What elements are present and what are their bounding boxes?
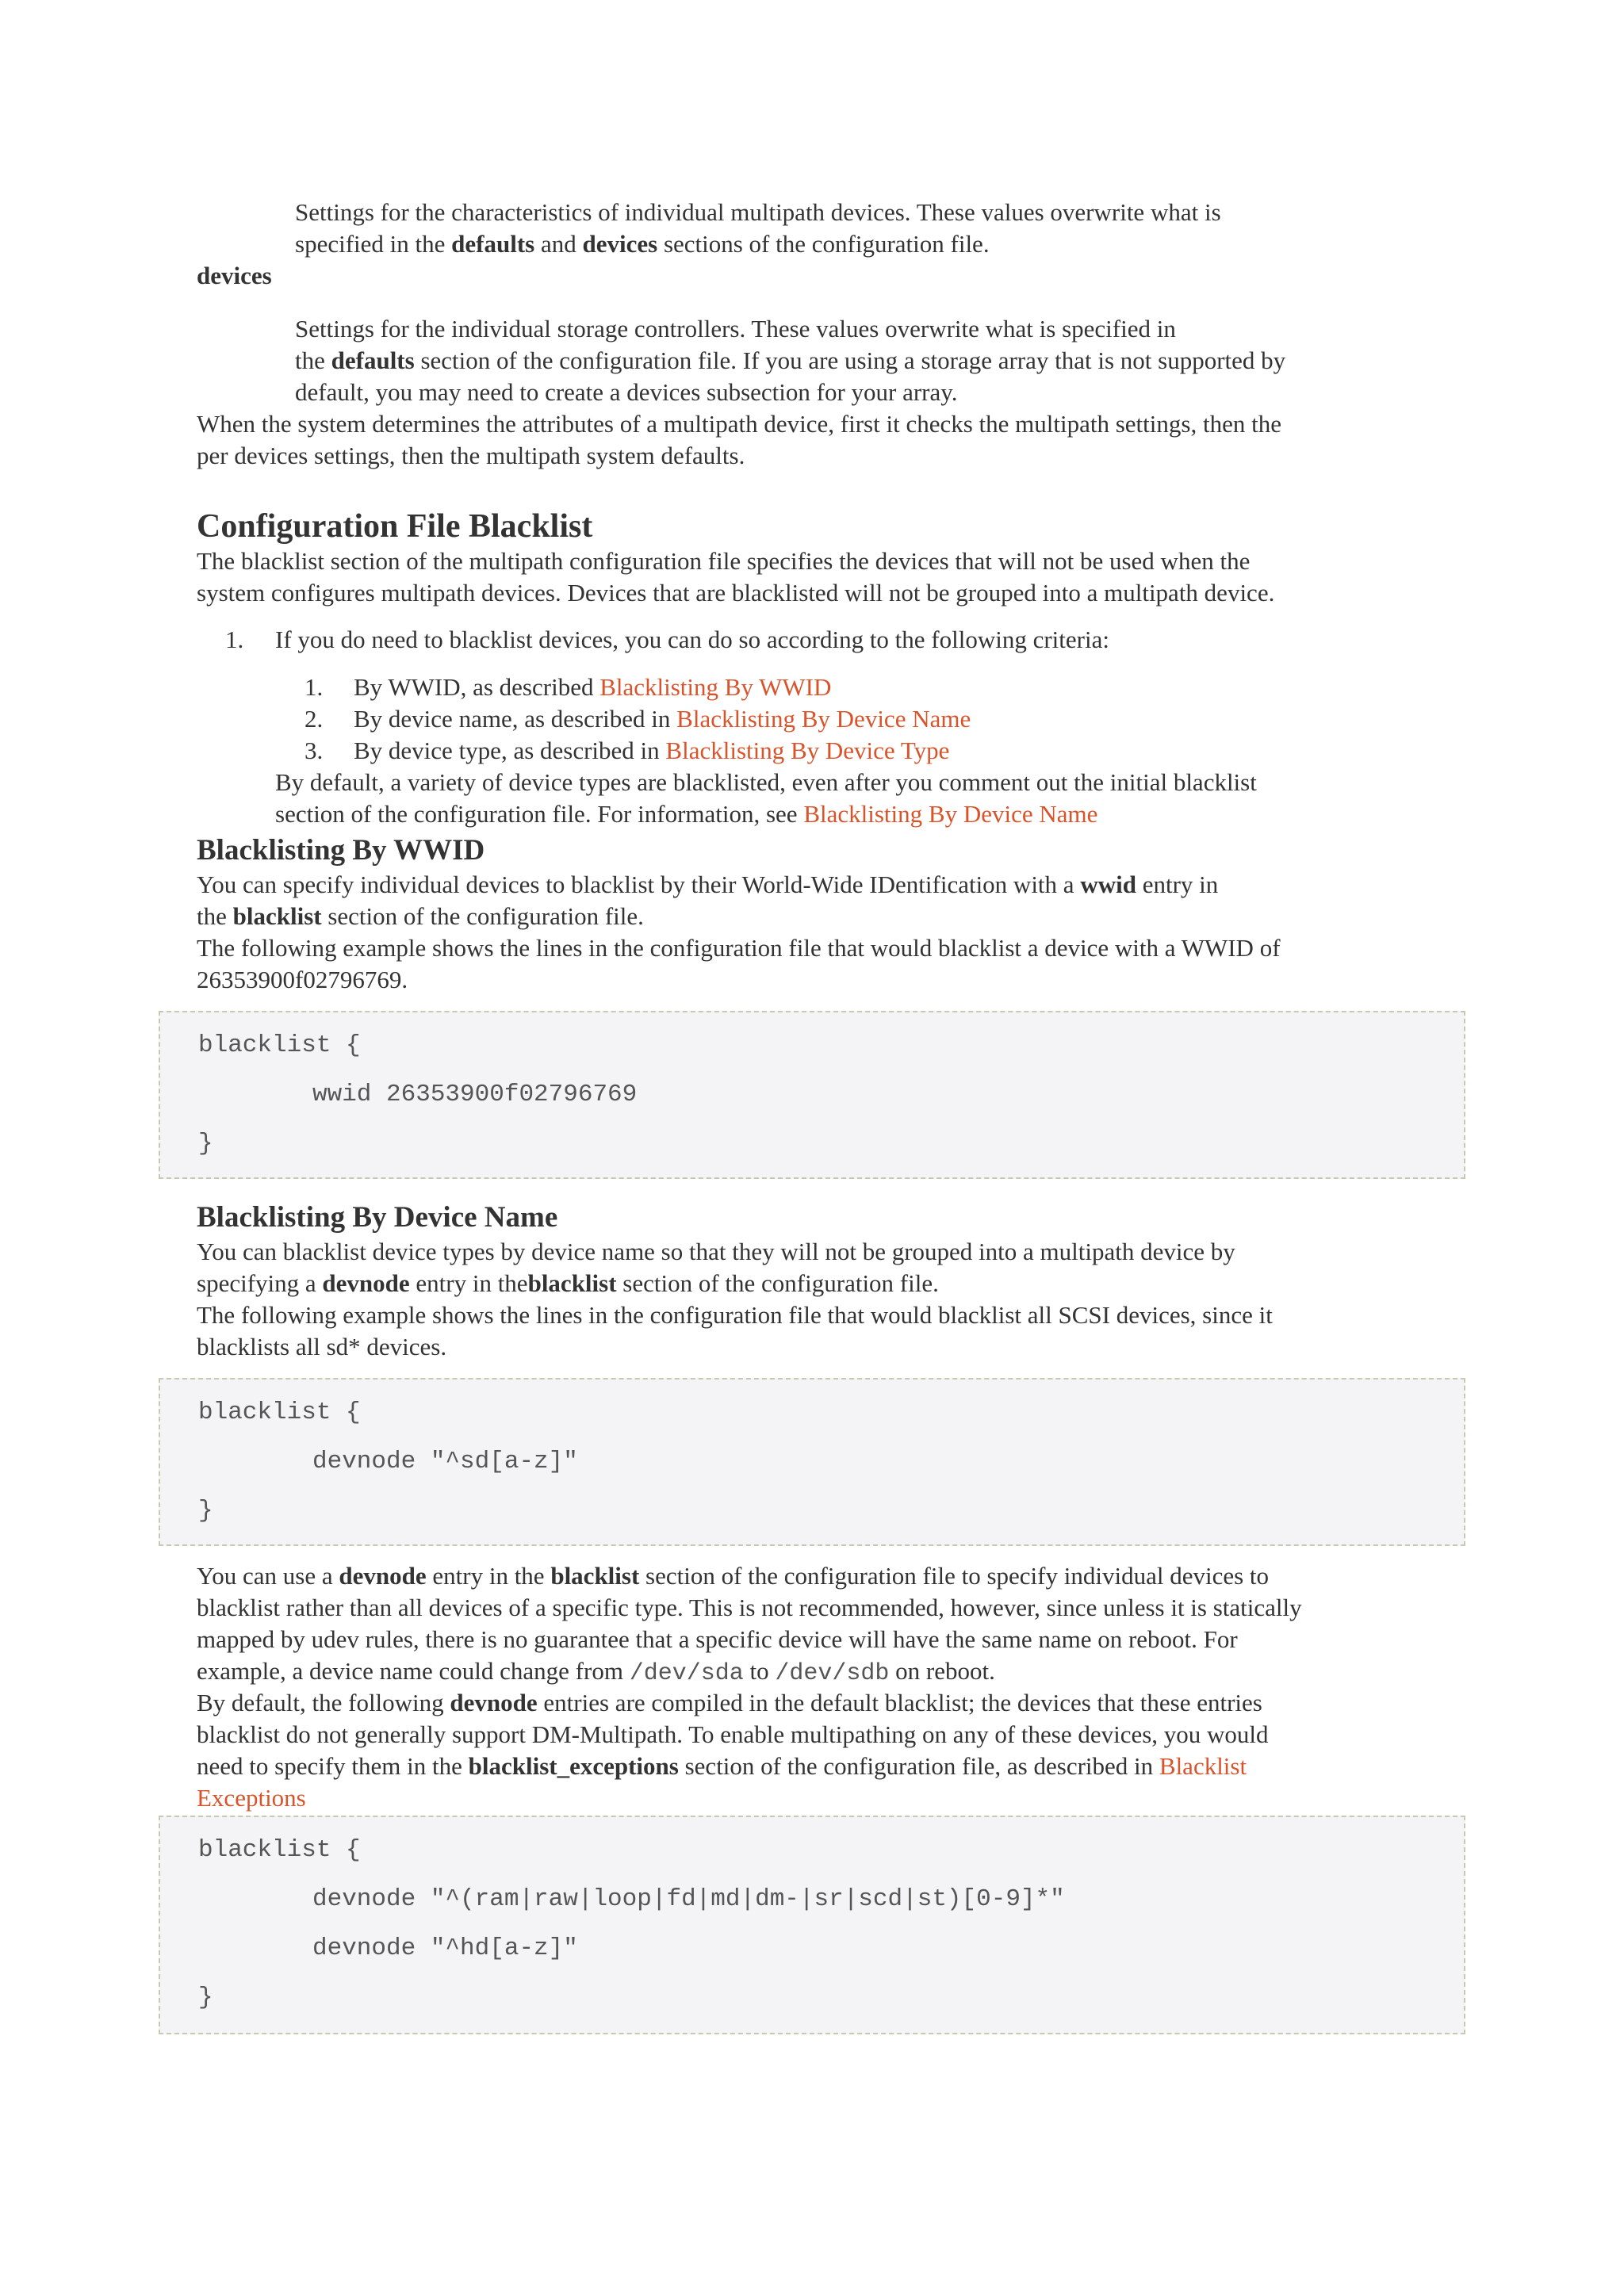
text-line: blacklist do not generally support DM-Multipath. To enable multipathing on any of these devices, you would: [197, 1720, 1269, 1748]
text-fragment: example, a device name could change from: [197, 1657, 630, 1685]
text-fragment: the: [295, 346, 331, 374]
default-devnode-paragraph: [197, 1687, 1434, 1814]
text-line: You can blacklist device types by device name so that they will not be grouped into a multipath device by: [197, 1238, 1235, 1265]
code-line: blacklist {: [198, 1836, 361, 1864]
code-block-default-devnodes: [159, 1816, 1465, 2034]
text-line: per devices settings, then the multipath system defaults.: [197, 442, 745, 469]
inline-code: /dev/sda: [629, 1660, 744, 1687]
text-line: The following example shows the lines in the configuration file that would blacklist all SCSI devices, since it: [197, 1301, 1273, 1329]
inline-code: /dev/sdb: [775, 1660, 890, 1687]
code-line: devnode "^sd[a-z]": [312, 1448, 578, 1475]
text-line: 26353900f02796769.: [197, 966, 408, 993]
criteria-item-device-type: [354, 735, 949, 767]
section-title-configuration-file-blacklist: Configuration File Blacklist: [197, 508, 593, 545]
list-item-number: 1.: [225, 626, 244, 653]
text-fragment: specifying a: [197, 1269, 323, 1297]
blacklist-intro-paragraph: [197, 545, 1434, 609]
bold-term: blacklist: [527, 1269, 617, 1297]
text-line: mapped by udev rules, there is no guarantee that a specific device will have the same name on reboot. For: [197, 1625, 1238, 1653]
code-line: wwid 26353900f02796769: [312, 1081, 638, 1108]
list-item-text: If you do need to blacklist devices, you can do so according to the following criteria:: [275, 626, 1109, 653]
text-fragment: By default, the following: [197, 1689, 450, 1716]
bold-term: blacklist: [550, 1562, 640, 1590]
text-fragment: need to specify them in the: [197, 1752, 469, 1780]
bold-term: wwid: [1080, 871, 1136, 898]
default-blacklist-note: [275, 767, 1433, 830]
devname-paragraph: [197, 1236, 1434, 1363]
text-line: By default, a variety of device types are blacklisted, even after you comment out the initial blacklist: [275, 768, 1257, 796]
criteria-item-device-name: [354, 703, 971, 735]
code-line: }: [198, 1984, 213, 2011]
code-line: blacklist {: [198, 1399, 361, 1426]
link-blacklisting-by-wwid[interactable]: Blacklisting By WWID: [599, 673, 832, 701]
criteria-number: 2.: [304, 705, 324, 733]
bold-term: defaults: [331, 346, 415, 374]
bold-term: devnode: [339, 1562, 427, 1590]
text-fragment: By WWID, as described: [354, 673, 600, 701]
bold-term: defaults: [451, 230, 535, 258]
text-fragment: By device name, as described in: [354, 705, 677, 733]
bold-term: blacklist: [232, 902, 322, 930]
text-fragment: section of the configuration file, as described in: [678, 1752, 1159, 1780]
text-fragment: section of the configuration file. For information, see: [275, 800, 804, 828]
text-line: When the system determines the attributes of a multipath device, first it checks the multipath settings, then the: [197, 410, 1281, 438]
criteria-item-wwid: [354, 672, 831, 703]
text-fragment: section of the configuration file. If you are using a storage array that is not supported by: [414, 346, 1286, 374]
criteria-number: 3.: [304, 737, 324, 764]
text-fragment: entry in the: [426, 1562, 551, 1590]
text-fragment: By device type, as described in: [354, 737, 666, 764]
link-blacklist-exceptions[interactable]: Blacklist: [1159, 1752, 1247, 1780]
text-fragment: You can use a: [197, 1562, 339, 1590]
bold-term: blacklist_exceptions: [468, 1752, 679, 1780]
text-fragment: sections of the configuration file.: [657, 230, 990, 258]
multipaths-description: [295, 197, 1437, 260]
link-blacklisting-by-device-name[interactable]: Blacklisting By Device Name: [676, 705, 971, 733]
bold-term: devices: [582, 230, 658, 258]
code-line: blacklist {: [198, 1031, 361, 1059]
code-line: }: [198, 1130, 213, 1158]
text-fragment: section of the configuration file.: [616, 1269, 939, 1297]
text-fragment: to: [743, 1657, 776, 1685]
attribute-order-paragraph: [197, 408, 1434, 472]
text-line: default, you may need to create a devices subsection for your array.: [295, 378, 958, 406]
link-blacklisting-by-device-name[interactable]: Blacklisting By Device Name: [803, 800, 1098, 828]
code-line: }: [198, 1497, 213, 1525]
wwid-paragraph: [197, 869, 1434, 996]
link-blacklist-exceptions[interactable]: Exceptions: [197, 1784, 306, 1812]
text-line: Settings for the characteristics of individual multipath devices. These values overwrite what is: [295, 198, 1221, 226]
text-fragment: section of the configuration file to specify individual devices to: [639, 1562, 1270, 1590]
text-fragment: section of the configuration file.: [321, 902, 644, 930]
text-line: The blacklist section of the multipath configuration file specifies the devices that will not be used when the: [197, 547, 1251, 575]
text-fragment: and: [534, 230, 583, 258]
text-line: blacklists all sd* devices.: [197, 1333, 447, 1360]
code-block-wwid: [159, 1011, 1465, 1179]
devices-term: devices: [197, 262, 272, 289]
code-line: devnode "^(ram|raw|loop|fd|md|dm-|sr|scd|st)[0-9]*": [312, 1885, 1065, 1913]
bold-term: devnode: [450, 1689, 538, 1716]
code-block-devnode-sd: [159, 1378, 1465, 1546]
text-line: The following example shows the lines in the configuration file that would blacklist a device with a WWID of: [197, 934, 1281, 962]
text-fragment: You can specify individual devices to blacklist by their World-Wide IDentification with a: [197, 871, 1081, 898]
bold-term: devnode: [322, 1269, 410, 1297]
text-fragment: entry in: [1136, 871, 1219, 898]
text-fragment: entry in the: [409, 1269, 528, 1297]
text-fragment: on reboot.: [889, 1657, 995, 1685]
text-fragment: entries are compiled in the default blacklist; the devices that these entries: [537, 1689, 1262, 1716]
text-line: blacklist rather than all devices of a specific type. This is not recommended, however, since unless it is statically: [197, 1594, 1302, 1621]
code-line: devnode "^hd[a-z]": [312, 1934, 578, 1962]
criteria-number: 1.: [304, 673, 324, 701]
text-fragment: the: [197, 902, 233, 930]
text-line: Settings for the individual storage controllers. These values overwrite what is specified in: [295, 315, 1176, 342]
devnode-warning-paragraph: [197, 1560, 1434, 1689]
section-title-blacklisting-by-wwid: Blacklisting By WWID: [197, 834, 485, 867]
text-line: system configures multipath devices. Devices that are blacklisted will not be grouped into a multipath device.: [197, 579, 1275, 607]
text-line: specified in the: [295, 230, 452, 258]
devices-description: [295, 313, 1437, 408]
link-blacklisting-by-device-type[interactable]: Blacklisting By Device Type: [665, 737, 950, 764]
section-title-blacklisting-by-device-name: Blacklisting By Device Name: [197, 1201, 558, 1234]
